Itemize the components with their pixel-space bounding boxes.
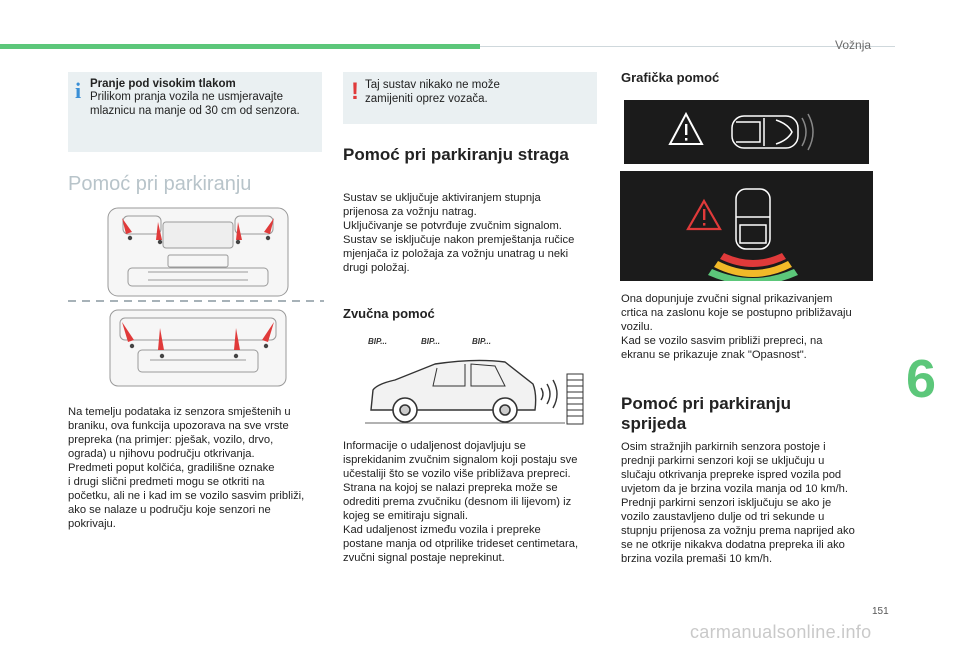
- graphic-display-top: [624, 100, 869, 164]
- front-bumper-figure: [108, 208, 288, 296]
- brick-wall-icon: [567, 374, 583, 424]
- info-note-title: Pranje pod visokim tlakom: [90, 78, 236, 90]
- header-accent-bar: [0, 44, 480, 49]
- page-number: 151: [872, 606, 889, 617]
- bip-label-1: BIP...: [368, 337, 387, 346]
- audio-assist-illustration: [365, 350, 595, 430]
- front-assist-title: Pomoć pri parkiranju sprijeda: [621, 394, 792, 433]
- warning-note: [343, 72, 597, 124]
- audio-assist-body: Informacije o udaljenost dojavljuju se isprekidanim zvučnim signalom koji postaju sve učestaliji što se vozilo više približava prepreci. Strana na kojoj se nalazi prepreka može se odrediti prema zvučniku (desnom ili lijevom) iz kojeg se emitiraju signali. Kad udaljenost između vozila i prepreke postane manja od otprilike trideset centimetara, zvučni signal postaje neprekinut.: [343, 440, 579, 564]
- bip-label-2: BIP...: [421, 337, 440, 346]
- header-rule: [480, 46, 895, 47]
- bumper-sensor-illustration: [68, 200, 324, 392]
- graphic-display-bottom: [620, 171, 873, 281]
- bip-label-3: BIP...: [472, 337, 491, 346]
- audio-assist-title: Zvučna pomoć: [343, 306, 435, 321]
- parking-assist-title: Pomoć pri parkiranju: [68, 173, 252, 195]
- graphic-assist-title: Grafička pomoć: [621, 70, 720, 85]
- graphic-assist-body: Ona dopunjuje zvučni signal prikazivanjem crtica na zaslonu koje se postupno približavaju vozilu. Kad se vozilo sasvim približi prepreci, na ekranu se prikazuje znak "Opasnost".: [621, 293, 852, 361]
- chapter-number: 6: [906, 349, 937, 409]
- section-title: Vožnja: [835, 38, 872, 52]
- left-body-text: Na temelju podataka iz senzora smještenih u braniku, ova funkcija upozorava na sve vrste prepreka (na primjer: pješak, vozilo, drvo, ograda) u njihovu području otkrivanja. Predmeti poput kolčića, gradilišne oznake i drugi slični predmeti mogu se otkriti na početku, ali ne i kad im se vozilo sasvim približi, ako se nalaze u području koje senzori ne pokrivaju.: [68, 406, 305, 530]
- watermark: carmanualsonline.info: [690, 622, 872, 642]
- warning-note-text: Taj sustav nikako ne može zamijeniti oprez vozača.: [365, 79, 500, 105]
- rear-assist-body: Sustav se uključuje aktiviranjem stupnja prijenosa za vožnju natrag. Uključivanje se potvrđuje zvučnim signalom. Sustav se isključuje nakon premještanja ručice mjenjača iz položaja za vožnju unatrag u neki drugi položaj.: [343, 192, 575, 274]
- info-icon: i: [75, 78, 82, 103]
- rear-assist-title: Pomoć pri parkiranju straga: [343, 145, 569, 164]
- warning-icon: !: [351, 78, 359, 105]
- sound-waves-icon: [541, 380, 557, 408]
- info-note: [68, 72, 322, 152]
- info-note-text: Prilikom pranja vozila ne usmjeravajte mlaznicu na manje od 30 cm od senzora.: [90, 91, 300, 117]
- rear-bumper-figure: [110, 310, 286, 386]
- front-assist-body: Osim stražnjih parkirnih senzora postoje i prednji parkirni senzori koji se uključuju u slučaju otkrivanja prepreke ispred vozila pod uvjetom da je brzina vozila manja od 10 km/h. Prednji parkirni senzori isključuju se ako je vozilo zaustavljeno dulje od tri sekunde u stupnju prijenosa za vožnju prema naprijed ako se ne otkrije nikakva dodatna prepreka ili ako brzina vozila premaši 10 km/h.: [621, 441, 855, 565]
